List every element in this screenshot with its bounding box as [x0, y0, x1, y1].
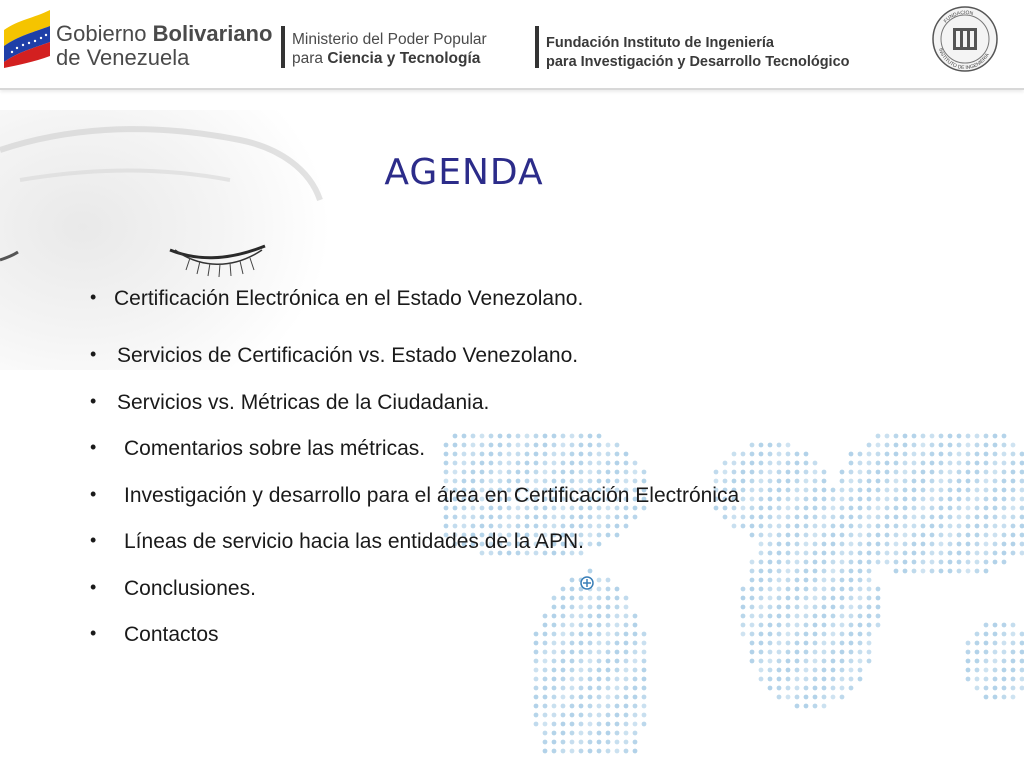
- fiidt-seal-logo: [930, 2, 1000, 74]
- bullet-icon: •: [90, 344, 97, 364]
- fiidt-name: [546, 34, 850, 72]
- slide-title: AGENDA: [384, 152, 544, 193]
- agenda-item-text: Certificación Electrónica en el Estado Venezolano.: [114, 287, 584, 310]
- ministry-line1: Ministerio del Poder Popular: [292, 31, 487, 48]
- bullet-icon: •: [90, 437, 97, 457]
- gov-prefix: Gobierno: [56, 21, 153, 46]
- venezuela-flag-icon: [4, 10, 50, 68]
- svg-text:FUNDACION: FUNDACION: [942, 9, 974, 25]
- world-map-background-image: [440, 430, 1024, 760]
- agenda-item-text: Conclusiones.: [124, 577, 256, 600]
- header-bar: [0, 0, 1024, 90]
- bullet-icon: •: [90, 484, 97, 504]
- bullet-icon: •: [90, 623, 97, 643]
- bullet-icon: •: [90, 391, 97, 411]
- fiidt-line2: para Investigación y Desarrollo Tecnológico: [546, 54, 850, 70]
- ministry-bold: Ciencia y Tecnología: [327, 50, 481, 67]
- fiidt-line1: Fundación Instituto de Ingeniería: [546, 35, 774, 51]
- location-marker-icon: [580, 576, 594, 590]
- bullet-icon: •: [90, 577, 97, 597]
- svg-text:INSTITUTO DE INGENIERIA: INSTITUTO DE INGENIERIA: [936, 47, 991, 72]
- agenda-item-text: Servicios vs. Métricas de la Ciudadania.: [117, 391, 490, 414]
- ministry-name: [292, 30, 487, 68]
- face-background-image: [0, 110, 330, 370]
- header-divider: [281, 26, 285, 68]
- agenda-item-text: Líneas de servicio hacia las entidades de la APN.: [124, 530, 584, 553]
- gov-bold: Bolivariano: [152, 21, 273, 46]
- ministry-prefix: para: [292, 50, 328, 67]
- agenda-item-text: Servicios de Certificación vs. Estado Venezolano.: [117, 344, 579, 367]
- government-name: [56, 22, 272, 70]
- agenda-item-text: Contactos: [124, 623, 219, 646]
- gov-line2: de Venezuela: [56, 45, 190, 70]
- agenda-item-text: Comentarios sobre las métricas.: [124, 437, 426, 460]
- header-divider: [535, 26, 539, 68]
- bullet-icon: •: [90, 530, 97, 550]
- agenda-item-text: Investigación y desarrollo para el área en Certificación Electrónica: [124, 484, 740, 507]
- bullet-icon: •: [90, 287, 97, 307]
